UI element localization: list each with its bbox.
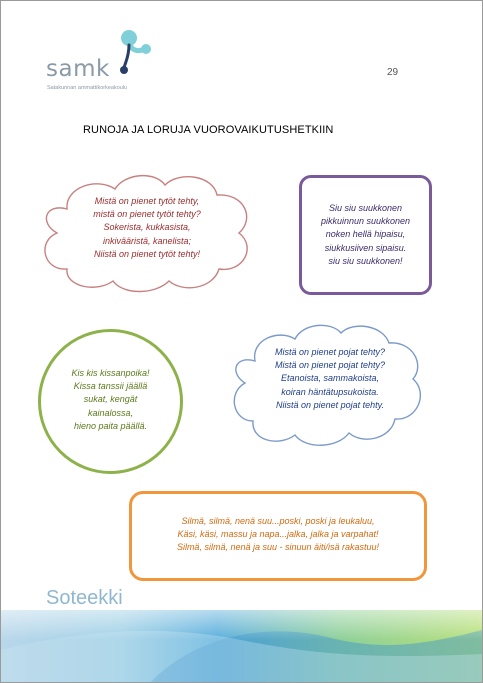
- poem-girls: Mistä on pienet tytöt tehty, mistä on pienet tytöt tehty? Sokerista, kukkasista, inkivääristä, kanelista; Niistä on pienet tytöt tehty!: [93, 196, 201, 259]
- page-number: 29: [387, 67, 399, 78]
- poem-box-purple: [299, 175, 432, 295]
- poem-circle-green: [38, 329, 183, 474]
- poem-kiss: Siu siu suukkonen pikkuinnun suukkonen noken hellä hipaisu, siukkusiiven sipaisu. siu siu suukkonen!: [320, 203, 411, 266]
- poem-boys: Mistä on pienet pojat tehty? Mistä on pienet pojat tehty? Etanoista, sammakoista, koiran häntätupsukoista. Niistä on pienet pojat tehty.: [274, 347, 386, 410]
- poem-body-parts: Silmä, silmä, nenä suu...poski, poski ja leukaluu, Käsi, käsi, massu ja napa...jalka, jalka ja varpahat! Silmä, silmä, nenä ja suu - sinuun äiti/isä rakastuu!: [176, 516, 380, 553]
- poem-kitten: Kis kis kissanpoika! Kissa tanssii jäällä sukat, kengät kainalossa, hieno paita päällä.: [71, 368, 150, 431]
- footer-brand: Soteekki: [46, 587, 123, 609]
- page-title: RUNOJA JA LORUJA VUOROVAIKUTUSHETKIIN: [83, 124, 334, 136]
- samk-logo-icon: [115, 27, 159, 79]
- poem-box-orange: [129, 491, 427, 581]
- logo-subtitle: Satakunnan ammattikorkeakoulu: [47, 85, 128, 91]
- logo-wordmark: samk: [46, 56, 110, 82]
- footer-decorative-band: [1, 610, 482, 682]
